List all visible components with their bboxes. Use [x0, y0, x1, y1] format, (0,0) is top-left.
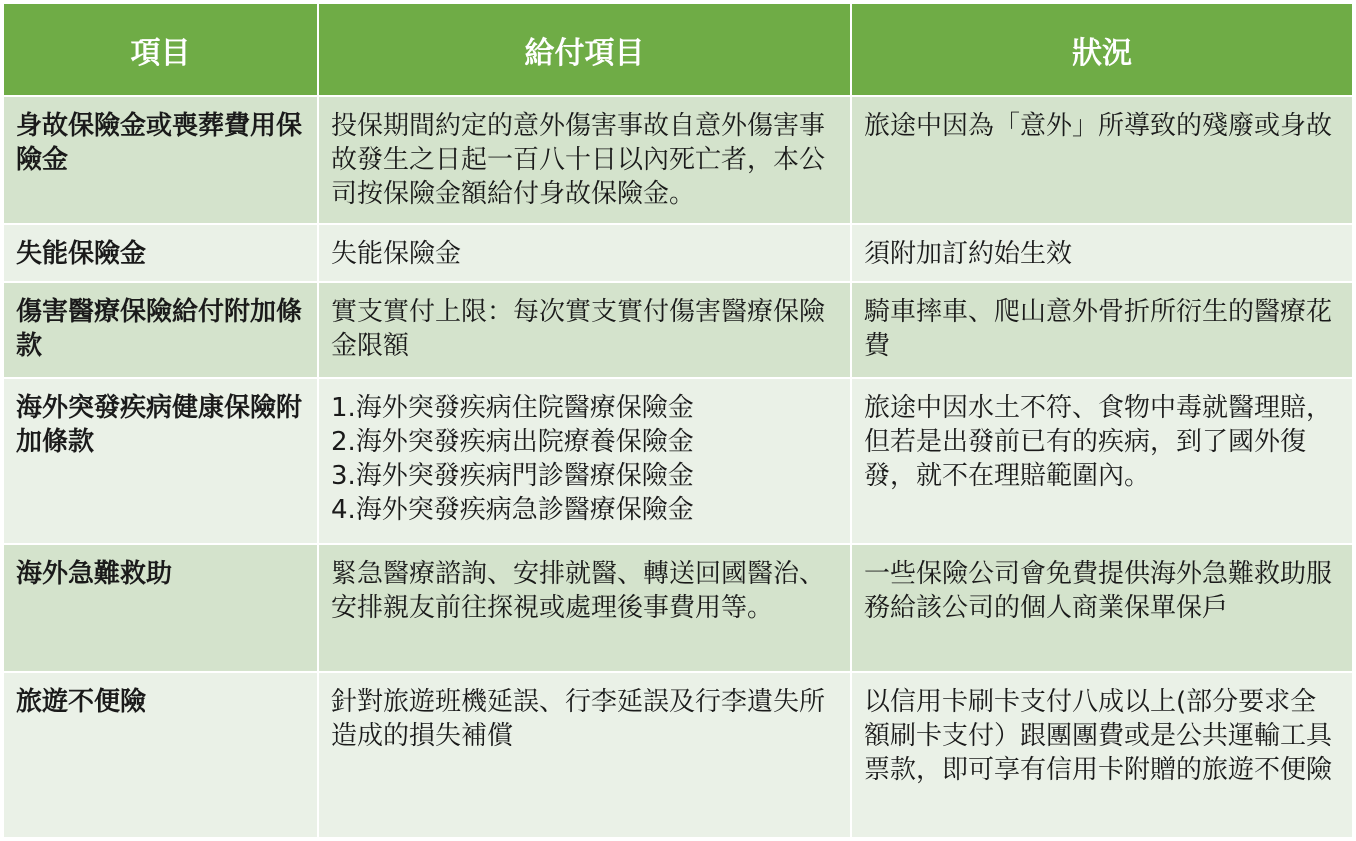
- table-row: [3, 224, 1353, 282]
- condition-cell: 須附加訂約始生效: [851, 224, 1353, 282]
- header-item: 項目: [3, 3, 318, 96]
- condition-cell: 騎車摔車、爬山意外骨折所衍生的醫療花費: [851, 282, 1353, 378]
- item-cell: 失能保險金: [3, 224, 318, 282]
- item-cell: 旅遊不便險: [3, 672, 318, 838]
- benefit-cell: 實支實付上限：每次實支實付傷害醫療保險金限額: [318, 282, 851, 378]
- table-row: [3, 544, 1353, 672]
- table-row: [3, 378, 1353, 544]
- item-cell: 海外急難救助: [3, 544, 318, 672]
- benefit-cell: 投保期間約定的意外傷害事故自意外傷害事故發生之日起一百八十日以內死亡者，本公司按保險金額給付身故保險金。: [318, 96, 851, 224]
- benefit-cell: 針對旅遊班機延誤、行李延誤及行李遺失所造成的損失補償: [318, 672, 851, 838]
- table-row: [3, 672, 1353, 838]
- insurance-coverage-table: [2, 2, 1354, 839]
- table-row: [3, 282, 1353, 378]
- item-cell: 傷害醫療保險給付附加條款: [3, 282, 318, 378]
- benefit-cell: 1.海外突發疾病住院醫療保險金 2.海外突發疾病出院療養保險金 3.海外突發疾病門診醫療保險金 4.海外突發疾病急診醫療保險金: [318, 378, 851, 544]
- table-row: [3, 96, 1353, 224]
- insurance-table-container: [2, 2, 1352, 839]
- item-cell: 身故保險金或喪葬費用保險金: [3, 96, 318, 224]
- table-header-row: [3, 3, 1353, 96]
- benefit-cell: 失能保險金: [318, 224, 851, 282]
- header-condition: 狀況: [851, 3, 1353, 96]
- benefit-cell: 緊急醫療諮詢、安排就醫、轉送回國醫治、安排親友前往探視或處理後事費用等。: [318, 544, 851, 672]
- item-cell: 海外突發疾病健康保險附加條款: [3, 378, 318, 544]
- header-benefit: 給付項目: [318, 3, 851, 96]
- condition-cell: 以信用卡刷卡支付八成以上(部分要求全額刷卡支付）跟團團費或是公共運輸工具票款，即可享有信用卡附贈的旅遊不便險: [851, 672, 1353, 838]
- condition-cell: 旅途中因為「意外」所導致的殘廢或身故: [851, 96, 1353, 224]
- condition-cell: 一些保險公司會免費提供海外急難救助服務給該公司的個人商業保單保戶: [851, 544, 1353, 672]
- condition-cell: 旅途中因水土不符、食物中毒就醫理賠，但若是出發前已有的疾病，到了國外復發，就不在理賠範圍內。: [851, 378, 1353, 544]
